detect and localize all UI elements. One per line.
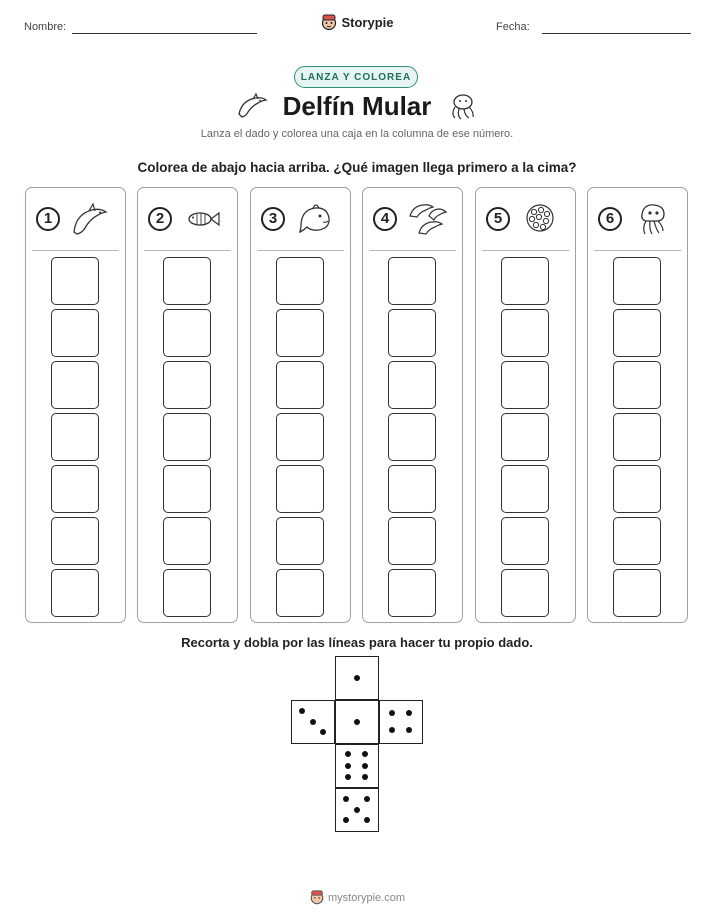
- color-box[interactable]: [388, 309, 436, 357]
- color-box[interactable]: [51, 309, 99, 357]
- dice-pip: [364, 796, 370, 802]
- column-1: [25, 187, 126, 623]
- dice-pip: [362, 774, 368, 780]
- dice-pip: [406, 727, 412, 733]
- color-box[interactable]: [276, 465, 324, 513]
- squid-icon: [632, 200, 672, 236]
- dice-face-6: [335, 744, 379, 788]
- dice-pip: [389, 710, 395, 716]
- dice-pip: [343, 796, 349, 802]
- date-label: Fecha:: [496, 21, 530, 33]
- color-box[interactable]: [501, 361, 549, 409]
- color-box[interactable]: [51, 361, 99, 409]
- color-box[interactable]: [163, 309, 211, 357]
- color-box[interactable]: [276, 257, 324, 305]
- color-box[interactable]: [613, 465, 661, 513]
- brand-name: Storypie: [341, 15, 394, 30]
- fish-eggs-icon: [520, 200, 560, 236]
- column-number: 3: [261, 207, 285, 231]
- column-5: [475, 187, 576, 623]
- dice-face-1: [335, 656, 379, 700]
- color-box[interactable]: [613, 257, 661, 305]
- dice-face-4: [379, 700, 423, 744]
- column-header: [138, 188, 237, 250]
- column-header: [588, 188, 687, 250]
- color-box[interactable]: [613, 309, 661, 357]
- color-box[interactable]: [51, 569, 99, 617]
- name-label: Nombre:: [24, 21, 67, 33]
- storypie-mascot-icon: [309, 889, 325, 905]
- column-divider: [594, 250, 681, 251]
- column-divider: [144, 250, 231, 251]
- dolphin-pod-icon: [407, 200, 447, 236]
- dice-pip: [345, 751, 351, 757]
- name-field-line[interactable]: [72, 33, 257, 34]
- footer: [0, 889, 714, 905]
- page-title: Delfín Mular: [282, 91, 432, 121]
- dice-pip: [354, 807, 360, 813]
- color-box[interactable]: [388, 361, 436, 409]
- color-box[interactable]: [501, 413, 549, 461]
- dice-pip: [310, 719, 316, 725]
- color-box[interactable]: [501, 517, 549, 565]
- subtitle: Lanza el dado y colorea una caja en la columna de ese número.: [200, 128, 514, 140]
- color-box[interactable]: [51, 257, 99, 305]
- color-box[interactable]: [51, 517, 99, 565]
- color-box[interactable]: [163, 361, 211, 409]
- dice-face-3: [291, 700, 335, 744]
- dice-pip: [343, 817, 349, 823]
- color-box[interactable]: [51, 413, 99, 461]
- column-header: [26, 188, 125, 250]
- color-box[interactable]: [163, 517, 211, 565]
- dice-pip: [362, 763, 368, 769]
- column-number: 4: [373, 207, 397, 231]
- dolphin-icon: [70, 200, 110, 236]
- cut-instruction: Recorta y dobla por las líneas para hacer tu propio dado.: [181, 635, 533, 650]
- color-box[interactable]: [51, 465, 99, 513]
- column-2: [137, 187, 238, 623]
- color-box[interactable]: [163, 257, 211, 305]
- dice-pip: [389, 727, 395, 733]
- footer-url: mystorypie.com: [327, 892, 406, 904]
- color-box[interactable]: [163, 569, 211, 617]
- dice-pip: [345, 774, 351, 780]
- date-field-line[interactable]: [542, 33, 691, 34]
- color-box[interactable]: [276, 517, 324, 565]
- fish-icon: [182, 200, 222, 236]
- storypie-mascot-icon: [320, 13, 338, 31]
- column-4: [362, 187, 463, 623]
- cartoon-dolphin-icon: [295, 200, 335, 236]
- color-box[interactable]: [613, 361, 661, 409]
- color-box[interactable]: [501, 257, 549, 305]
- color-box[interactable]: [613, 569, 661, 617]
- column-header: [476, 188, 575, 250]
- column-number: 6: [598, 207, 622, 231]
- activity-badge: LANZA Y COLOREA: [294, 66, 418, 88]
- color-box[interactable]: [613, 517, 661, 565]
- color-box[interactable]: [276, 413, 324, 461]
- dice-pip: [299, 708, 305, 714]
- column-number: 2: [148, 207, 172, 231]
- column-divider: [32, 250, 119, 251]
- column-divider: [257, 250, 344, 251]
- color-box[interactable]: [163, 413, 211, 461]
- column-6: [587, 187, 688, 623]
- game-instruction: Colorea de abajo hacia arriba. ¿Qué imagen llega primero a la cima?: [137, 160, 577, 175]
- dice-pip: [354, 675, 360, 681]
- dice-pip: [354, 719, 360, 725]
- dice-pip: [364, 817, 370, 823]
- dice-pip: [345, 763, 351, 769]
- color-box[interactable]: [388, 413, 436, 461]
- column-number: 5: [486, 207, 510, 231]
- color-box[interactable]: [276, 361, 324, 409]
- color-box[interactable]: [501, 569, 549, 617]
- dice-pip: [406, 710, 412, 716]
- color-box[interactable]: [501, 465, 549, 513]
- column-header: [251, 188, 350, 250]
- column-divider: [369, 250, 456, 251]
- column-header: [363, 188, 462, 250]
- color-box[interactable]: [613, 413, 661, 461]
- dice-pip: [362, 751, 368, 757]
- color-box[interactable]: [388, 517, 436, 565]
- color-box[interactable]: [276, 569, 324, 617]
- color-box[interactable]: [501, 309, 549, 357]
- brand-logo: [0, 13, 714, 31]
- color-box[interactable]: [163, 465, 211, 513]
- color-box[interactable]: [388, 569, 436, 617]
- color-box[interactable]: [276, 309, 324, 357]
- color-box[interactable]: [388, 257, 436, 305]
- octopus-icon: [446, 92, 478, 122]
- column-number: 1: [36, 207, 60, 231]
- dice-pip: [320, 729, 326, 735]
- color-box[interactable]: [388, 465, 436, 513]
- dice-face-5: [335, 788, 379, 832]
- column-3: [250, 187, 351, 623]
- dice-face-1: [335, 700, 379, 744]
- column-divider: [482, 250, 569, 251]
